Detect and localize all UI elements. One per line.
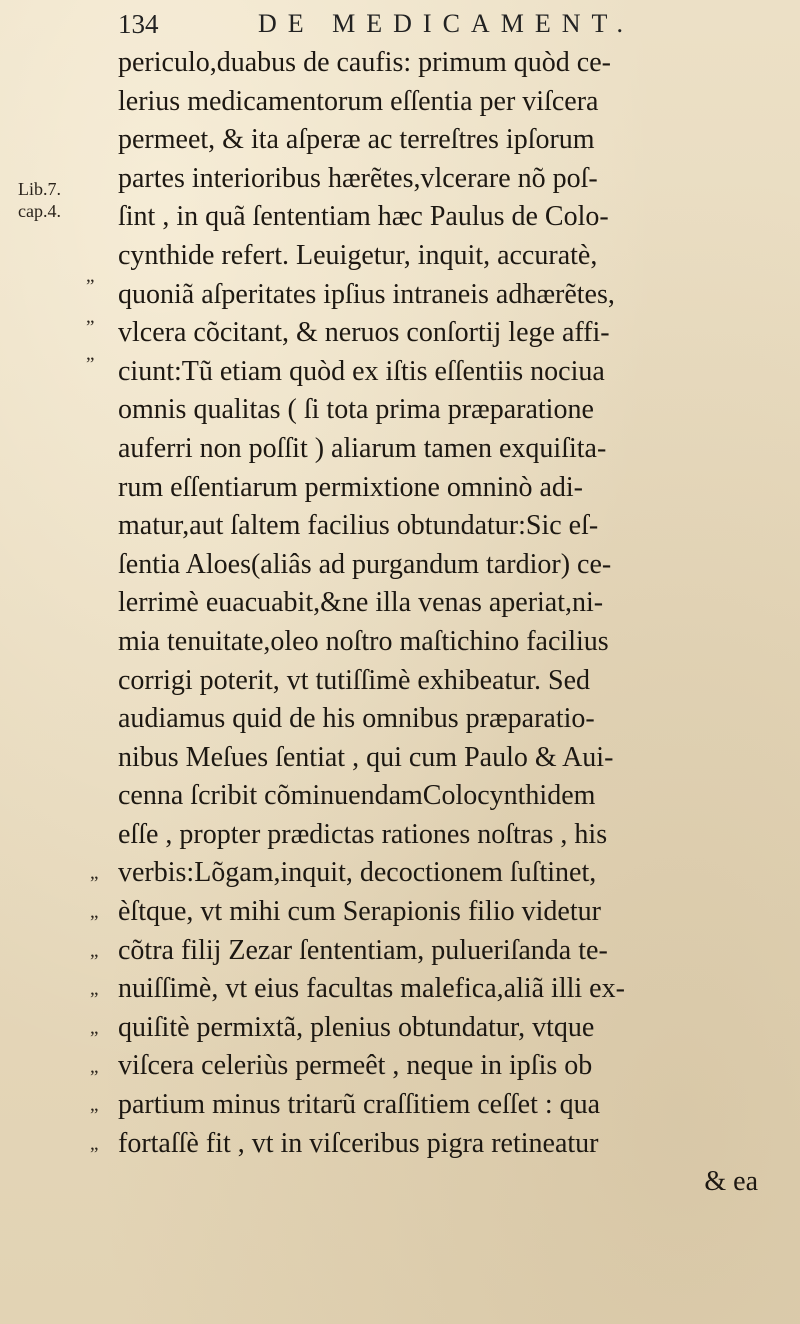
margin-note-book: Lib.7.	[18, 179, 61, 199]
margin-quote-mark: ”	[86, 276, 95, 297]
text-line: ciunt:Tũ etiam quòd ex iſtis eſſentiis nociua	[118, 355, 605, 387]
text-line: ſentia Aloes(aliâs ad purgandum tardior) ce-	[118, 548, 612, 580]
text-line: nibus Meſues ſentiat , qui cum Paulo & Aui-	[118, 741, 614, 773]
text-line: eſſe , propter prædictas rationes noſtras , his	[118, 818, 608, 850]
text-line: lerrimè euacuabit,&ne illa venas aperiat,ni-	[118, 587, 604, 619]
catchword: & ea	[704, 1166, 758, 1198]
text-line: ſint , in quã ſententiam hæc Paulus de Colo-	[118, 201, 609, 233]
text-line: èſtque, vt mihi cum Serapionis filio videtur	[118, 896, 601, 928]
text-line: periculo,duabus de caufis: primum quòd ce-	[118, 47, 611, 78]
margin-quote-mark: ”	[90, 1028, 99, 1049]
margin-quote-mark: ”	[90, 873, 99, 894]
text-line: cynthide refert. Leuigetur, inquit, accuratè,	[118, 239, 598, 271]
margin-quote-mark: ”	[90, 912, 99, 933]
text-line: partium minus tritarũ craſſitiem ceſſet : qua	[118, 1089, 601, 1121]
text-line: permeet, & ita aſperæ ac terreſtres ipſorum	[118, 124, 595, 156]
margin-note-chapter: cap.4.	[18, 201, 61, 221]
text-line: cenna ſcribit cõminuendamColocynthidem	[118, 780, 596, 812]
text-line: quoniã aſperitates ipſius intraneis adhærẽtes,	[118, 278, 615, 310]
text-line: lerius medicamentorum eſſentia per viſcera	[118, 85, 599, 117]
text-line: omnis qualitas ( ſi tota prima præparatione	[118, 394, 594, 426]
margin-quote-mark: ”	[86, 317, 95, 338]
text-line: quiſitè permixtã, plenius obtundatur, vtque	[118, 1011, 595, 1043]
text-line: audiamus quid de his omnibus præparatio-	[118, 703, 595, 735]
text-line: matur,aut ſaltem facilius obtundatur:Sic eſ-	[118, 510, 599, 542]
text-line: vlcera cõcitant, & neruos conſortij lege affi-	[118, 317, 610, 349]
running-head: DE MEDICAMENT.	[258, 9, 634, 38]
margin-note	[18, 178, 61, 222]
page-number: 134	[118, 9, 159, 39]
text-line: verbis:Lõgam,inquit, decoctionem ſuſtinet,	[118, 857, 597, 889]
text-line: mia tenuitate,oleo noſtro maſtichino facilius	[118, 625, 609, 657]
margin-quote-mark: ”	[90, 1105, 99, 1126]
margin-quote-mark: ”	[90, 951, 99, 972]
text-line: rum eſſentiarum permixtione omninò adi-	[118, 471, 583, 503]
margin-quote-mark: ”	[86, 354, 95, 375]
margin-quote-mark: ”	[90, 1067, 99, 1088]
text-line: cõtra filij Zezar ſententiam, pulueriſanda te-	[118, 934, 608, 966]
text-line: auferri non poſſit ) aliarum tamen exquiſita-	[118, 432, 607, 464]
text-line: viſcera celeriùs permeêt , neque in ipſis ob	[118, 1050, 593, 1082]
text-line: nuiſſimè, vt eius facultas malefica,aliã illi ex-	[118, 973, 625, 1005]
margin-quote-mark: ”	[90, 989, 99, 1010]
body-text	[118, 44, 758, 1202]
text-line: corrigi poterit, vt tutiſſimè exhibeatur. Sed	[118, 664, 591, 696]
text-line: fortaſſè fit , vt in viſceribus pigra retineatur	[118, 1127, 599, 1159]
margin-quote-mark: ”	[90, 1144, 99, 1165]
text-line: partes interioribus hærẽtes,vlcerare nõ poſ-	[118, 162, 598, 194]
page-header	[118, 6, 678, 46]
